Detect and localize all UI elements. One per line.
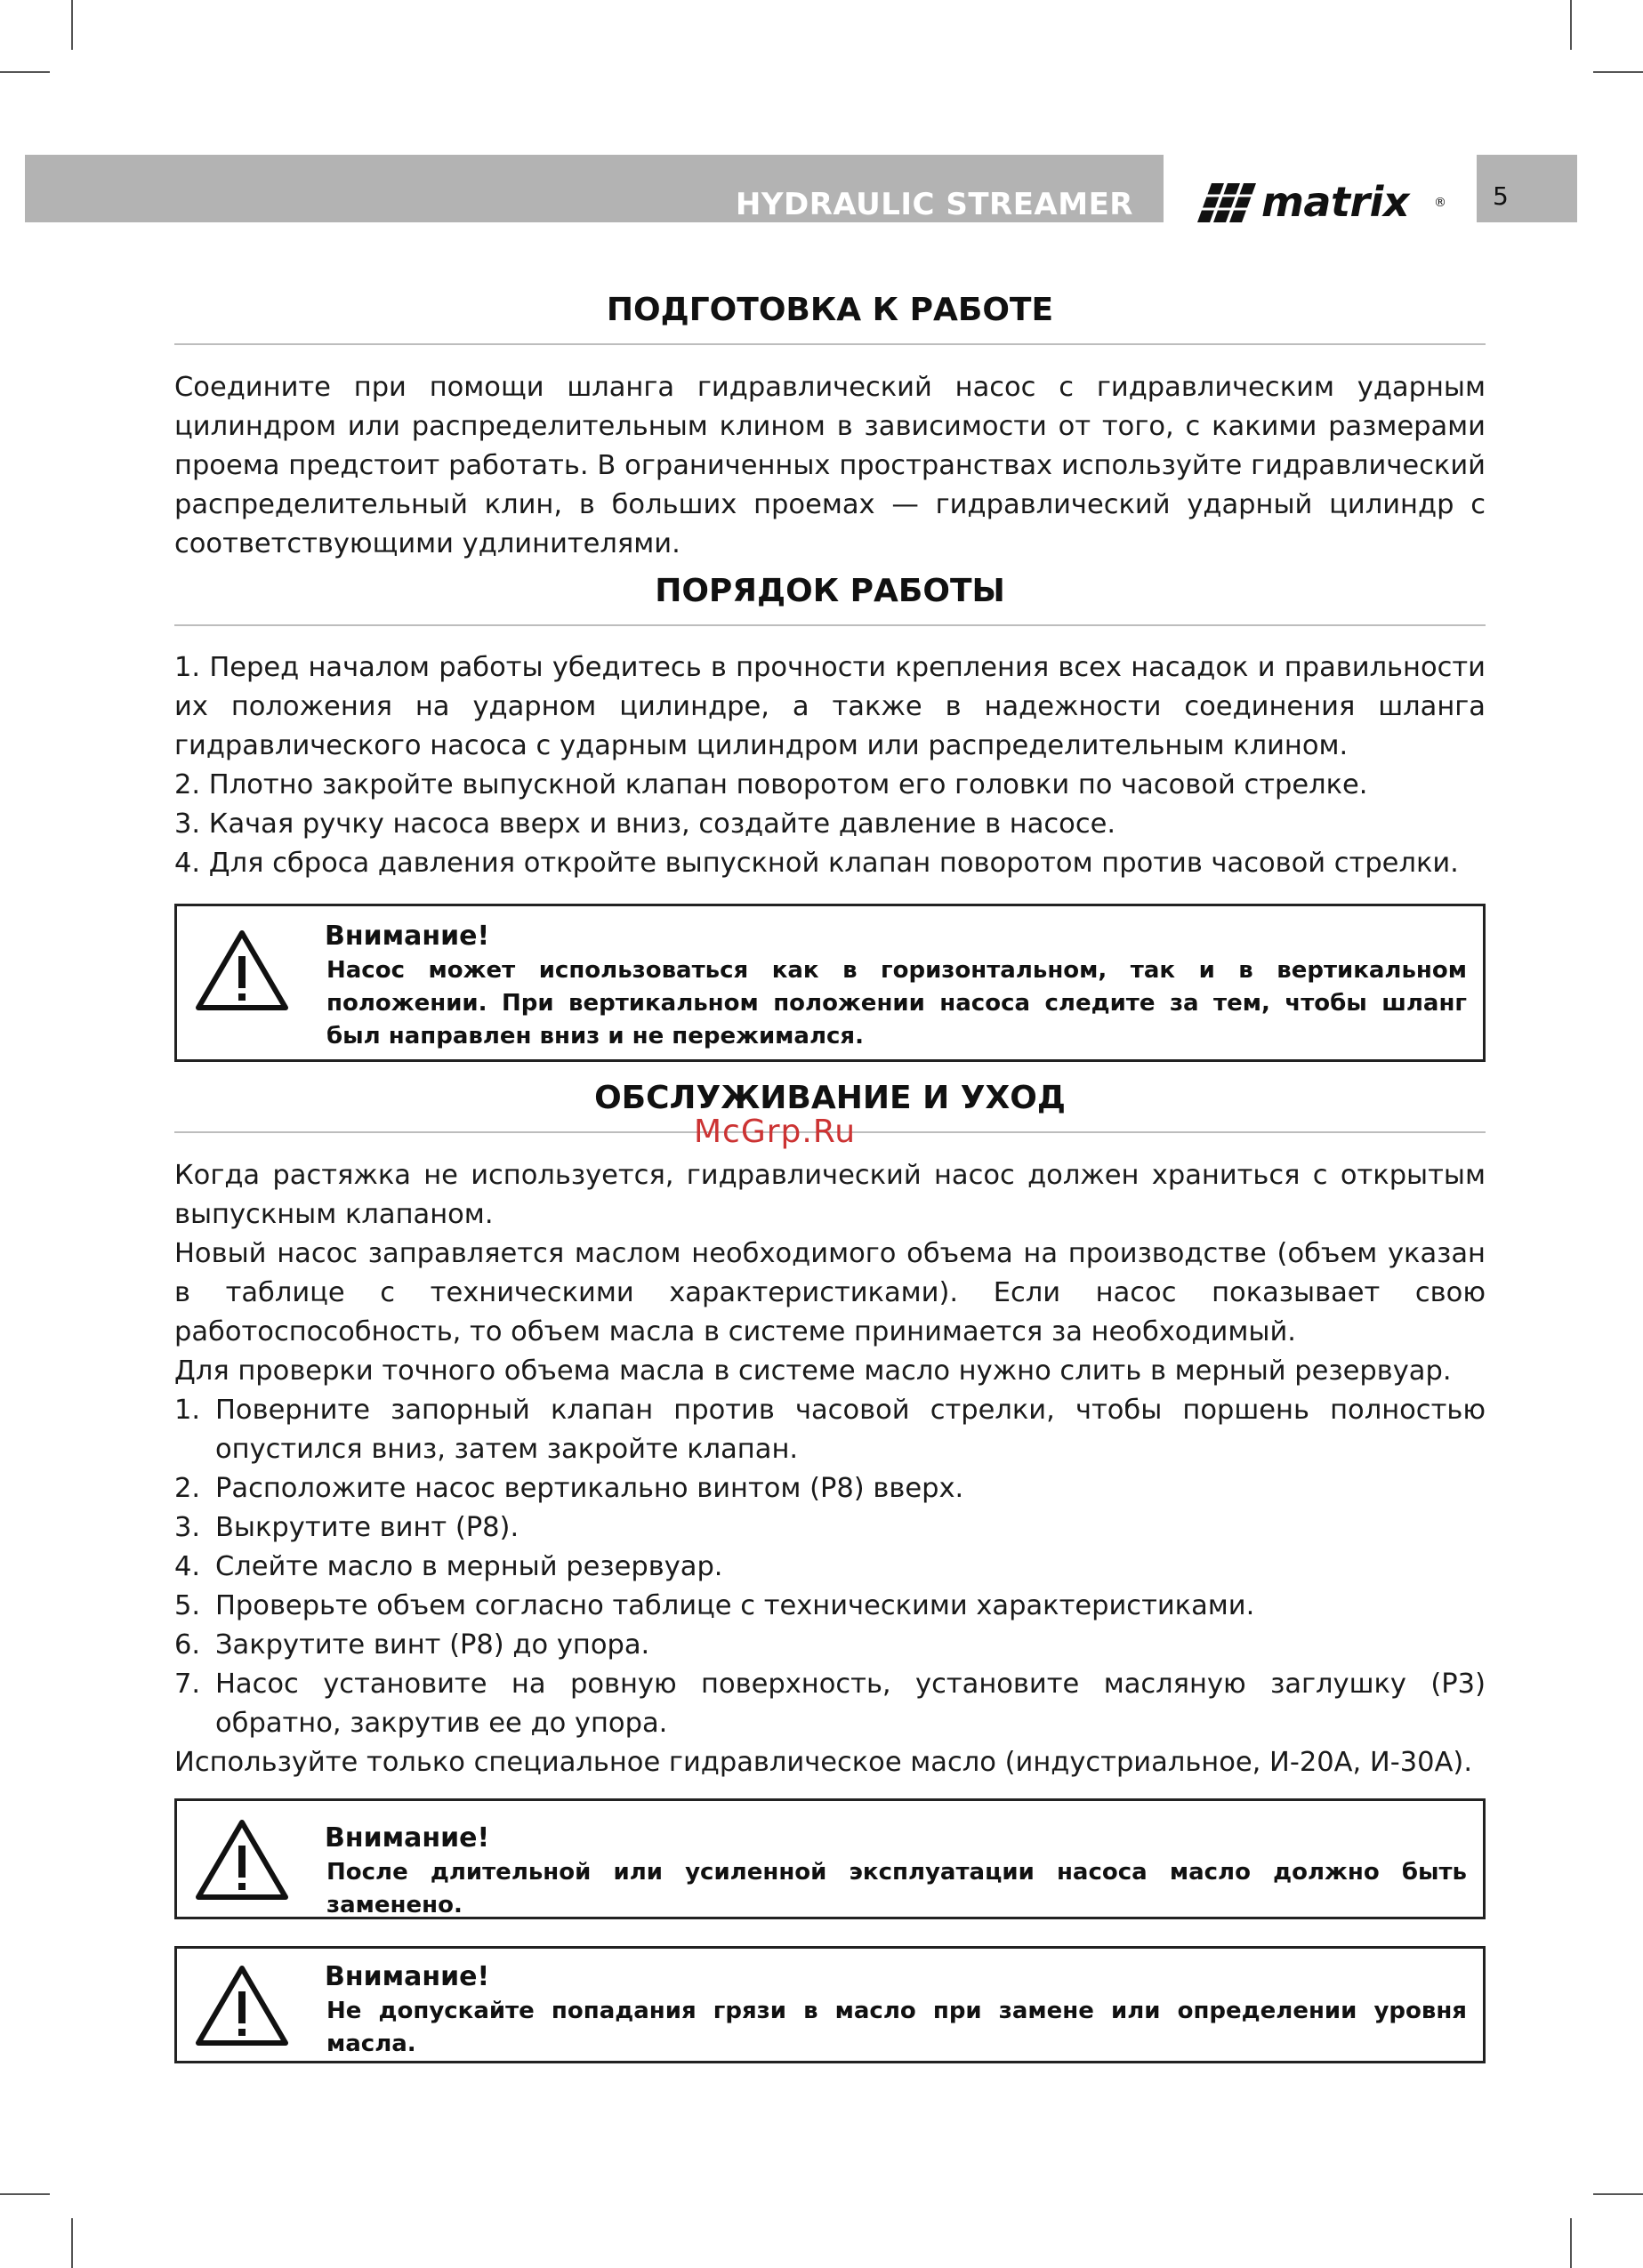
step-text: Расположите насос вертикально винтом (P8) вверх. xyxy=(215,1473,964,1504)
order-step-2: 2. Плотно закройте выпускной клапан поворотом его головки по часовой стрелке. xyxy=(174,769,1368,800)
order-step-1: 1. Перед началом работы убедитесь в прочности крепления всех насадок и правильности их положения на ударном цилиндре, а также в надежности соединения шланга гидравлического насоса с ударным цилиндром или распределительным клином. xyxy=(174,652,1486,761)
warning-box xyxy=(174,1946,1486,2063)
watermark: McGrp.Ru xyxy=(694,1114,857,1150)
list-item xyxy=(174,1626,1486,1665)
list-item xyxy=(174,1391,1486,1469)
maintenance-intro xyxy=(174,1156,1486,1391)
section-title-maintenance: ОБСЛУЖИВАНИЕ И УХОД xyxy=(594,1080,1066,1116)
step-number: 7. xyxy=(174,1669,201,1700)
warning-box xyxy=(174,1798,1486,1919)
list-item xyxy=(174,1469,1486,1508)
header-bar xyxy=(25,155,1164,222)
step-text: Слейте масло в мерный резервуар. xyxy=(215,1551,723,1582)
crop-mark xyxy=(71,0,73,50)
crop-mark xyxy=(1570,0,1572,50)
crop-mark xyxy=(1570,2218,1572,2268)
order-list xyxy=(174,648,1486,883)
step-text: Насос установите на ровную поверхность, установите масляную заглушку (P3) обратно, закрутив ее до упора. xyxy=(215,1669,1486,1739)
maintenance-steps xyxy=(174,1391,1486,1743)
step-text: Выкрутите винт (P8). xyxy=(215,1512,519,1543)
step-number: 5. xyxy=(174,1590,201,1621)
matrix-logo xyxy=(1192,174,1450,231)
list-item xyxy=(174,1665,1486,1743)
matrix-grid-icon xyxy=(1192,178,1263,231)
step-number: 1. xyxy=(174,1395,201,1426)
crop-mark xyxy=(0,2193,50,2195)
crop-mark xyxy=(71,2218,73,2268)
prep-text: Соедините при помощи шланга гидравлический насос с гидравлическим ударным цилиндром или распределительным клином в зависимости от того, с какими размерами проема предстоит работать. В ограниченных пространствах используйте гидравлический распределительный клин, в больших проемах — гидравлический ударный цилиндр с соответствующими удлинителями. xyxy=(174,372,1486,559)
step-text: Проверьте объем согласно таблице с техническими характеристиками. xyxy=(215,1590,1255,1621)
step-number: 4. xyxy=(174,1551,201,1582)
warning-text: Насос может использоваться как в горизонтальном, так и в вертикальном положении. При вертикальном положении насоса следите за тем, чтобы шланг был направлен вниз и не пережимался. xyxy=(326,957,1467,1050)
logo-text: matrix xyxy=(1261,178,1410,226)
maintenance-outro-text: Используйте только специальное гидравлическое масло (индустриальное, И-20А, И-30А). xyxy=(174,1747,1473,1778)
crop-mark xyxy=(0,71,50,73)
list-item xyxy=(174,1587,1486,1626)
warning-triangle-icon xyxy=(193,928,291,1013)
maintenance-intro-1: Когда растяжка не используется, гидравлический насос должен храниться с открытым выпускным клапаном. xyxy=(174,1160,1486,1230)
step-number: 2. xyxy=(174,1473,201,1504)
order-step-3: 3. Качая ручку насоса вверх и вниз, создайте давление в насосе. xyxy=(174,808,1116,840)
list-item xyxy=(174,1508,1486,1548)
step-number: 3. xyxy=(174,1512,201,1543)
page-number: 5 xyxy=(1493,181,1509,211)
maintenance-intro-3: Для проверки точного объема масла в системе масло нужно слить в мерный резервуар. xyxy=(174,1355,1452,1387)
page-number-box xyxy=(1477,155,1577,222)
warning-triangle-icon xyxy=(193,1963,291,2048)
warning-title: Внимание! xyxy=(325,1961,490,1992)
step-text: Поверните запорный клапан против часовой стрелки, чтобы поршень полностью опустился вниз, затем закройте клапан. xyxy=(215,1395,1486,1465)
section-rule xyxy=(174,343,1486,345)
prep-paragraph xyxy=(174,368,1486,564)
warning-title: Внимание! xyxy=(325,1822,490,1854)
section-title-order: ПОРЯДОК РАБОТЫ xyxy=(655,573,1005,609)
order-step-4: 4. Для сброса давления откройте выпускной клапан поворотом против часовой стрелки. xyxy=(174,848,1459,879)
list-item xyxy=(174,1548,1486,1587)
warning-text: После длительной или усиленной эксплуатации насоса масло должно быть заменено. xyxy=(326,1859,1467,1918)
maintenance-outro xyxy=(174,1743,1486,1782)
warning-triangle-icon xyxy=(193,1817,291,1902)
maintenance-intro-2: Новый насос заправляется маслом необходимого объема на производстве (объем указан в таблице с техническими характеристиками). Если насос показывает свою работоспособность, то объем масла в системе принимается за необходимый. xyxy=(174,1238,1486,1347)
section-rule xyxy=(174,624,1486,626)
warning-text: Не допускайте попадания грязи в масло при замене или определении уровня масла. xyxy=(326,1998,1467,2057)
crop-mark xyxy=(1593,2193,1643,2195)
step-number: 6. xyxy=(174,1629,201,1661)
logo-registered: ® xyxy=(1434,196,1446,210)
crop-mark xyxy=(1593,71,1643,73)
warning-box xyxy=(174,904,1486,1062)
header-title: HYDRAULIC STREAMER xyxy=(735,187,1133,222)
warning-title: Внимание! xyxy=(325,921,490,952)
step-text: Закрутите винт (P8) до упора. xyxy=(215,1629,650,1661)
section-title-prep: ПОДГОТОВКА К РАБОТЕ xyxy=(606,292,1054,328)
